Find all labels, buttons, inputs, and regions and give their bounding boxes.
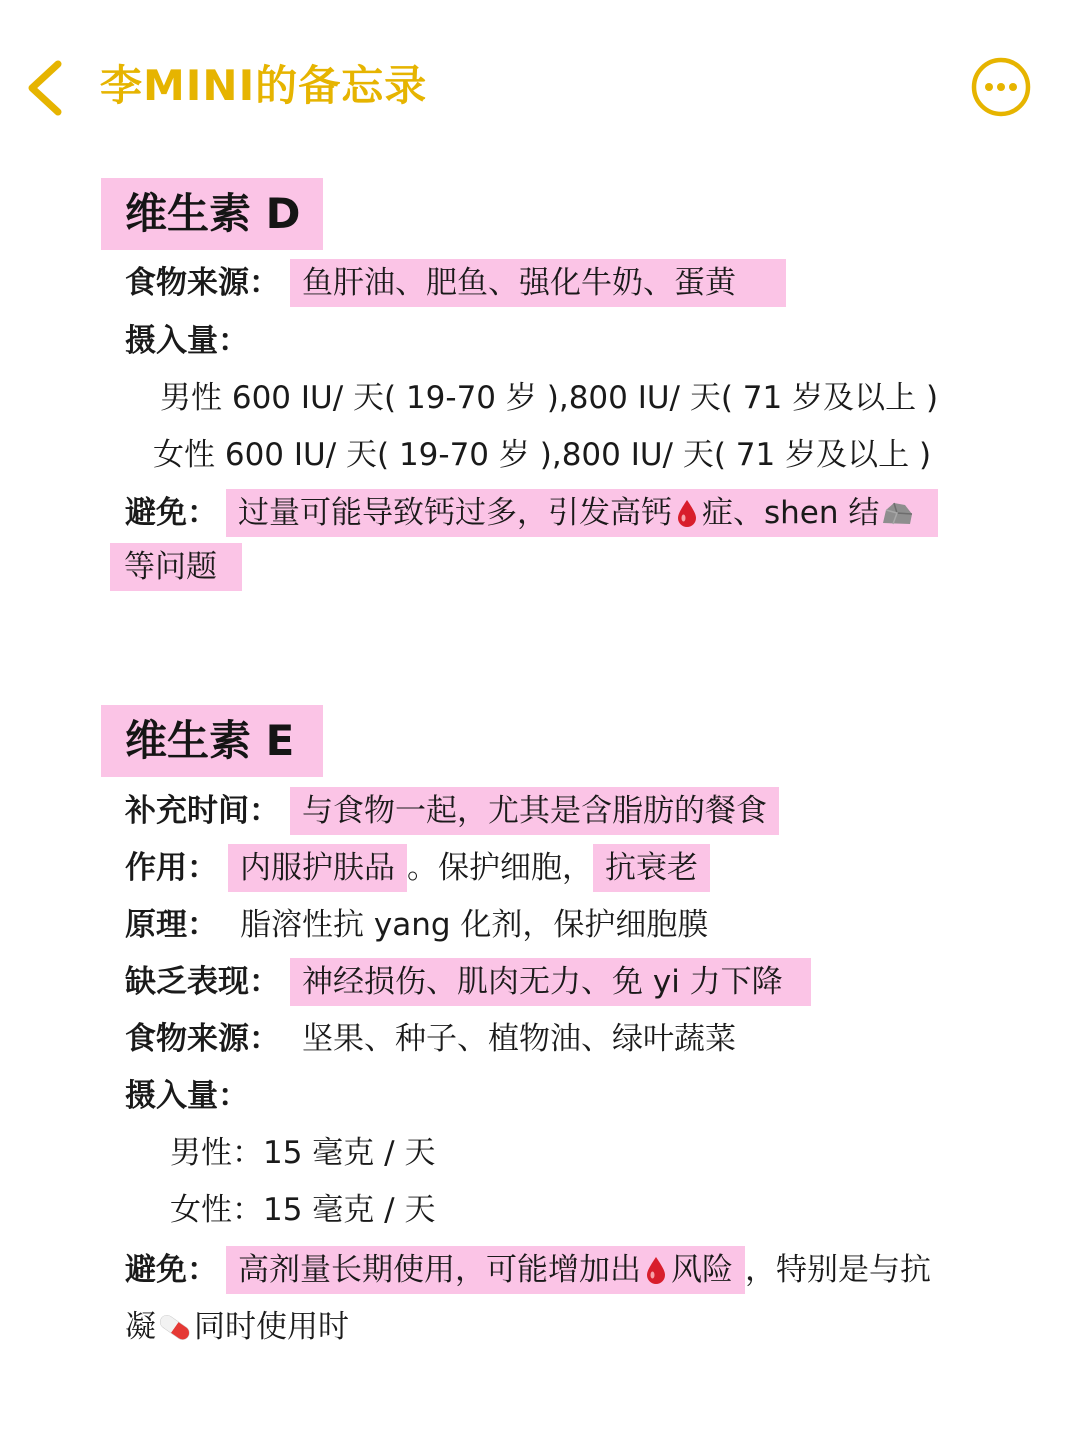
page-title: 李MINI的备忘录 xyxy=(100,61,428,110)
vitamin-e-deficiency-value: 神经损伤、肌肉无力、免 yi 力下降 xyxy=(290,958,811,1006)
vitamin-e-avoid-row2 xyxy=(125,1302,349,1352)
vitamin-e-avoid-label: 避免： xyxy=(125,1252,218,1288)
rock-icon xyxy=(879,497,915,529)
blood-drop-icon xyxy=(641,1254,671,1286)
app-header xyxy=(0,0,1080,160)
vitamin-e-food-value: 坚果、种子、植物油、绿叶蔬菜 xyxy=(302,1021,736,1057)
vitamin-e-deficiency-label: 缺乏表现： xyxy=(125,964,280,1000)
vitamin-d-intake-row xyxy=(125,316,249,366)
vitamin-e-timing-label: 补充时间： xyxy=(125,793,280,829)
vitamin-d-intake-label: 摄入量： xyxy=(125,323,249,359)
vitamin-d-food-label: 食物来源： xyxy=(125,265,280,301)
vitamin-e-intake-male: 男性：15 毫克 / 天 xyxy=(170,1135,436,1171)
pill-icon xyxy=(156,1311,194,1343)
vitamin-e-avoid-highlight xyxy=(226,1246,745,1294)
vitamin-d-avoid-row xyxy=(125,488,938,538)
vitamin-e-avoid-hl2: 风险 xyxy=(671,1252,733,1288)
vitamin-e-timing-row xyxy=(125,786,779,836)
vitamin-e-avoid-row xyxy=(125,1245,931,1295)
more-dots-icon xyxy=(970,56,1032,118)
blood-drop-icon xyxy=(672,497,702,529)
vitamin-d-title: 维生素 D xyxy=(101,178,323,250)
vitamin-e-effect-value2: 抗衰老 xyxy=(593,844,710,892)
vitamin-e-avoid-line2a: 凝 xyxy=(125,1309,156,1345)
vitamin-e-intake-label: 摄入量： xyxy=(125,1078,249,1114)
vitamin-e-food-row xyxy=(125,1014,736,1064)
vitamin-e-principle-label: 原理： xyxy=(125,907,218,943)
vitamin-d-food-row xyxy=(125,258,786,308)
vitamin-e-title: 维生素 E xyxy=(101,705,323,777)
vitamin-e-avoid-hl1: 高剂量长期使用，可能增加出 xyxy=(238,1252,641,1288)
back-button[interactable] xyxy=(18,54,78,118)
vitamin-e-avoid-plain: ，特别是与抗 xyxy=(745,1252,931,1288)
vitamin-d-avoid-value xyxy=(226,489,938,537)
vitamin-e-effect-row xyxy=(125,843,710,893)
vitamin-e-avoid-line2b: 同时使用时 xyxy=(194,1309,349,1345)
vitamin-e-deficiency-row xyxy=(125,957,811,1007)
vitamin-d-intake-female: 女性 600 IU/ 天( 19-70 岁 ),800 IU/ 天( 71 岁及以上 ) xyxy=(153,437,932,473)
vitamin-d-avoid-text3: 等问题 xyxy=(110,543,242,591)
vitamin-e-effect-label: 作用： xyxy=(125,850,218,886)
chevron-left-icon xyxy=(18,54,78,118)
vitamin-e-effect-value1: 内服护肤品 xyxy=(228,844,407,892)
vitamin-e-timing-value: 与食物一起，尤其是含脂肪的餐食 xyxy=(290,787,779,835)
vitamin-d-avoid-label: 避免： xyxy=(125,495,218,531)
vitamin-e-effect-plain: 。保护细胞， xyxy=(407,850,593,886)
vitamin-d-intake-male: 男性 600 IU/ 天( 19-70 岁 ),800 IU/ 天( 71 岁及以上 ) xyxy=(160,380,939,416)
vitamin-d-avoid-text1: 过量可能导致钙过多，引发高钙 xyxy=(238,495,672,531)
vitamin-e-principle-row xyxy=(125,900,708,950)
vitamin-d-food-value: 鱼肝油、肥鱼、强化牛奶、蛋黄 xyxy=(290,259,786,307)
vitamin-d-avoid-text2: 症、shen 结 xyxy=(702,495,880,531)
vitamin-d-avoid-row2 xyxy=(110,542,242,592)
vitamin-e-intake-female: 女性：15 毫克 / 天 xyxy=(170,1192,436,1228)
more-options-button[interactable] xyxy=(970,56,1032,118)
vitamin-e-principle-value: 脂溶性抗 yang 化剂，保护细胞膜 xyxy=(240,907,709,943)
vitamin-e-intake-row xyxy=(125,1071,249,1121)
vitamin-e-food-label: 食物来源： xyxy=(125,1021,280,1057)
